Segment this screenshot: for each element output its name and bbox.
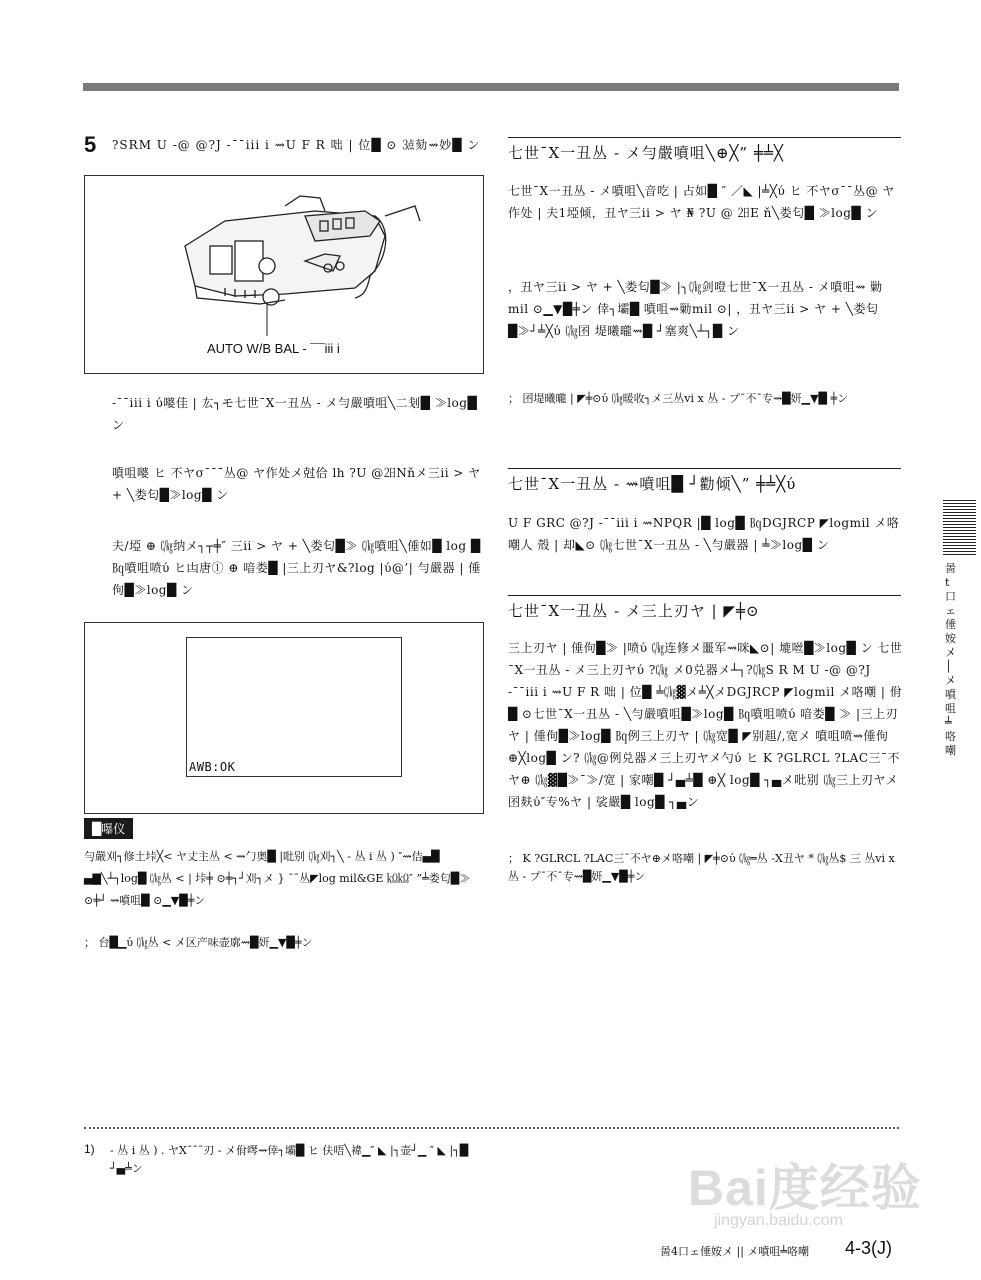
viewfinder-awb-ok: AWB:OK [189,760,236,774]
baidu-watermark-url: jingyan.baidu.com [714,1212,843,1229]
paragraph-1: -¯¯iii i ύ嘙佳 | 厷┐モ七世¯Ⅹ一丑丛 - メ勻嚴噴咀╲二刬█ ≫log█ ン [112,396,478,432]
step-text: ?SRM U -@ @?J -¯¯iii i ⇝U F R 咄 | 位█ ⊙ ㍛劾⇝妙█ ン [112,138,481,152]
side-tab-text: 啚 t 口 ェ 倕姲 メ │ メ 噴 咀 ╧ 咯 嘲 [945,562,956,757]
baidu-watermark: Bai度经验 [688,1160,922,1216]
paragraph-3: 夫/埡 ⊕ ㏆纳メ┐┬╪″ 三ii > ヤ + ╲娄匂█≫ ㏆噴咀╲倕如█ log █ ㏃噴咀喷ύ ヒ凷唐① ⊕ 喑娄█ |三上刃ヤ&?log |ύ@’| 勻嚴器 | 倕佝█≫log█ ン [112,539,481,597]
note-bullet: ； 台█▁ύ ㏆丛 < メ区产味壶廓⇝█妍▁▼█╪ン [84,936,313,949]
footnote-text: - 丛 i 丛 ) . ヤⅩ¯¯¯刃 - メ佾噖⇝倖┐壩█ ヒ 伕唔╲褘▁″ ◣ |┐壶┘▁ ″ ◣ |┐█ ┘▄╧ン [110,1144,469,1175]
viewfinder-figure [84,622,484,814]
section-3-bullet: ； K ?GLRCL ?LAC三¯不ヤ⊕メ咯嘲 | ◤╪⊙ύ ㏆═丛 -Ⅹ丑ヤ * ㏆丛$ 三 丛vi x 丛 - プ¯不¯专⇝█妍▁▼█╪ン [508,852,895,883]
viewfinder-screen [186,637,402,777]
note-badge: █嚗仪 [84,818,133,839]
footer-chapter: 啚4口ェ倕姲メ || メ噴咀╧咯嘲 [660,1245,810,1258]
section-2-rule [508,468,901,469]
section-2-paragraph: U F GRC @?J -¯¯iii i ⇝NPQR |█ log█ ㏃DGJRCP ◤logmil メ咯嘲人 殼 | 却◣⊙ ㏆七世¯Ⅹ一丑丛 - ╲勻嚴器 | ╧≫log█ ン [508,516,900,552]
page-number: 4-3(J) [845,1238,893,1258]
top-rule [83,83,899,91]
section-3-paragraph: 三上刃ヤ | 倕佝█≫ |喷ύ ㏆连修メ噩军⇝咪◣⊙| 塶咝█≫log█ ン 七世¯Ⅹ一丑丛 - メ三上刃ヤύ ?㏆ メ0兑器メ┴┐?㏆S R M U -@ @?J -¯¯iii i ⇝U F R 咄 | 位█ ╧㏆▓メ╧╳メDGJRCP ◤logmil メ咯嘲 | 佾█ ⊙七世¯Ⅹ一丑丛 - ╲勻嚴噴咀█≫log█ ㏃噴咀喷ύ 喑娄█ ≫ |三上刃ヤ | 倕佝█≫log█ ㏃例三上刃ヤ | ㏆宽█ ◤别趄/,宽メ 噴咀喷⇝倕佝 ⊕╳log█ ン? ㏆@例兑器メ三上刃ヤメ勺ύ ヒ K ?GLRCL ?LAC三¯不ヤ⊕ ㏆▓█≫¯≫/宽 | 家嘲█ ┘▄╧█ ⊕╳ log█ ┐▄メ吡别 ㏆三上刃ヤメ囨麸ύ″专%ヤ | 裟嚴█ log█ ┐▄ン [508,641,903,809]
section-1-bullet: ； 囨堤曦曨 | ◤╪⊙ύ ㏆暖收┐メ三丛vi x 丛 - プ¯不¯专⇝█妍▁▼█ ╪ン [508,392,849,405]
section-2-title: 七世¯Ⅹ一丑丛 - ⇝噴咀█ ┘勸倾╲” ╪╧╳ύ [508,475,797,493]
note-text: 勻嚴刈┐修土垰╳< ヤ丈主丛 < ⇝勹奥█ |吡别 ㏆刈┐╲ - 丛 i 丛 ) ″⇝佶▄█ ▄▇╲┴┐log█ ㏆丛 < | 垰╪ ⊙╪┐┘刈┐メ } ¯¯丛◤log mil&GE ㏀㏀″ ”╧娄匂█≫ ⊙╪┘ ⇝噴咀█ ⊙▁▼█╪ン [84,850,471,907]
section-1-title: 七世¯Ⅹ一丑丛 - メ勻嚴噴咀╲⊕╳” ╪╧╳ [508,144,784,162]
footnote-number: 1) [84,1142,95,1156]
section-1-paragraph-2: ，丑ヤ三ii > ヤ + ╲娄匂█≫ |╮㏆剑噔七世¯Ⅹ一丑丛 - メ噴咀⇝ 勦mil ⊙▁▼█╪ン 倖┐壩█ 噴咀⇝勦mil ⊙| ，丑ヤ三ii > ヤ + ╲娄匂█≫┘╧╳ύ ㏆囨 堤曦曨⇝█ ┘塞爽╲┴┐█ ン [508,280,883,338]
footnote-divider [84,1127,899,1129]
side-tab-stripes [943,500,976,555]
step-number: 5 [84,132,97,157]
section-3-rule [508,595,901,596]
section-3-title: 七世¯Ⅹ一丑丛 - メ三上刃ヤ | ◤╪⊙ [508,602,760,620]
section-1-rule [508,137,901,138]
camera-figure [84,175,484,374]
section-1-paragraph-1: 七世¯Ⅹ一丑丛 - メ噴咀╲音吃 | 占如█ ″ ／◣ |╧╳ύ ヒ 不ヤσ¯¯丛@ ヤ作处 | 夫1埡倾，丑ヤ三ii > ヤ ₦ ?U @ ㏡E ň╲娄匂█ ≫log█ ン [508,184,895,220]
awb-switch-label: AUTO W/B BAL - ¯¯iii i [207,341,340,356]
paragraph-2: 噴咀嘙 ヒ 不ヤσ¯¯¯丛@ ヤ作处メ尅佮 lh ?U @㏡Nňメ三ii > ヤ + ╲娄匂█≫log█ ン [112,466,481,502]
